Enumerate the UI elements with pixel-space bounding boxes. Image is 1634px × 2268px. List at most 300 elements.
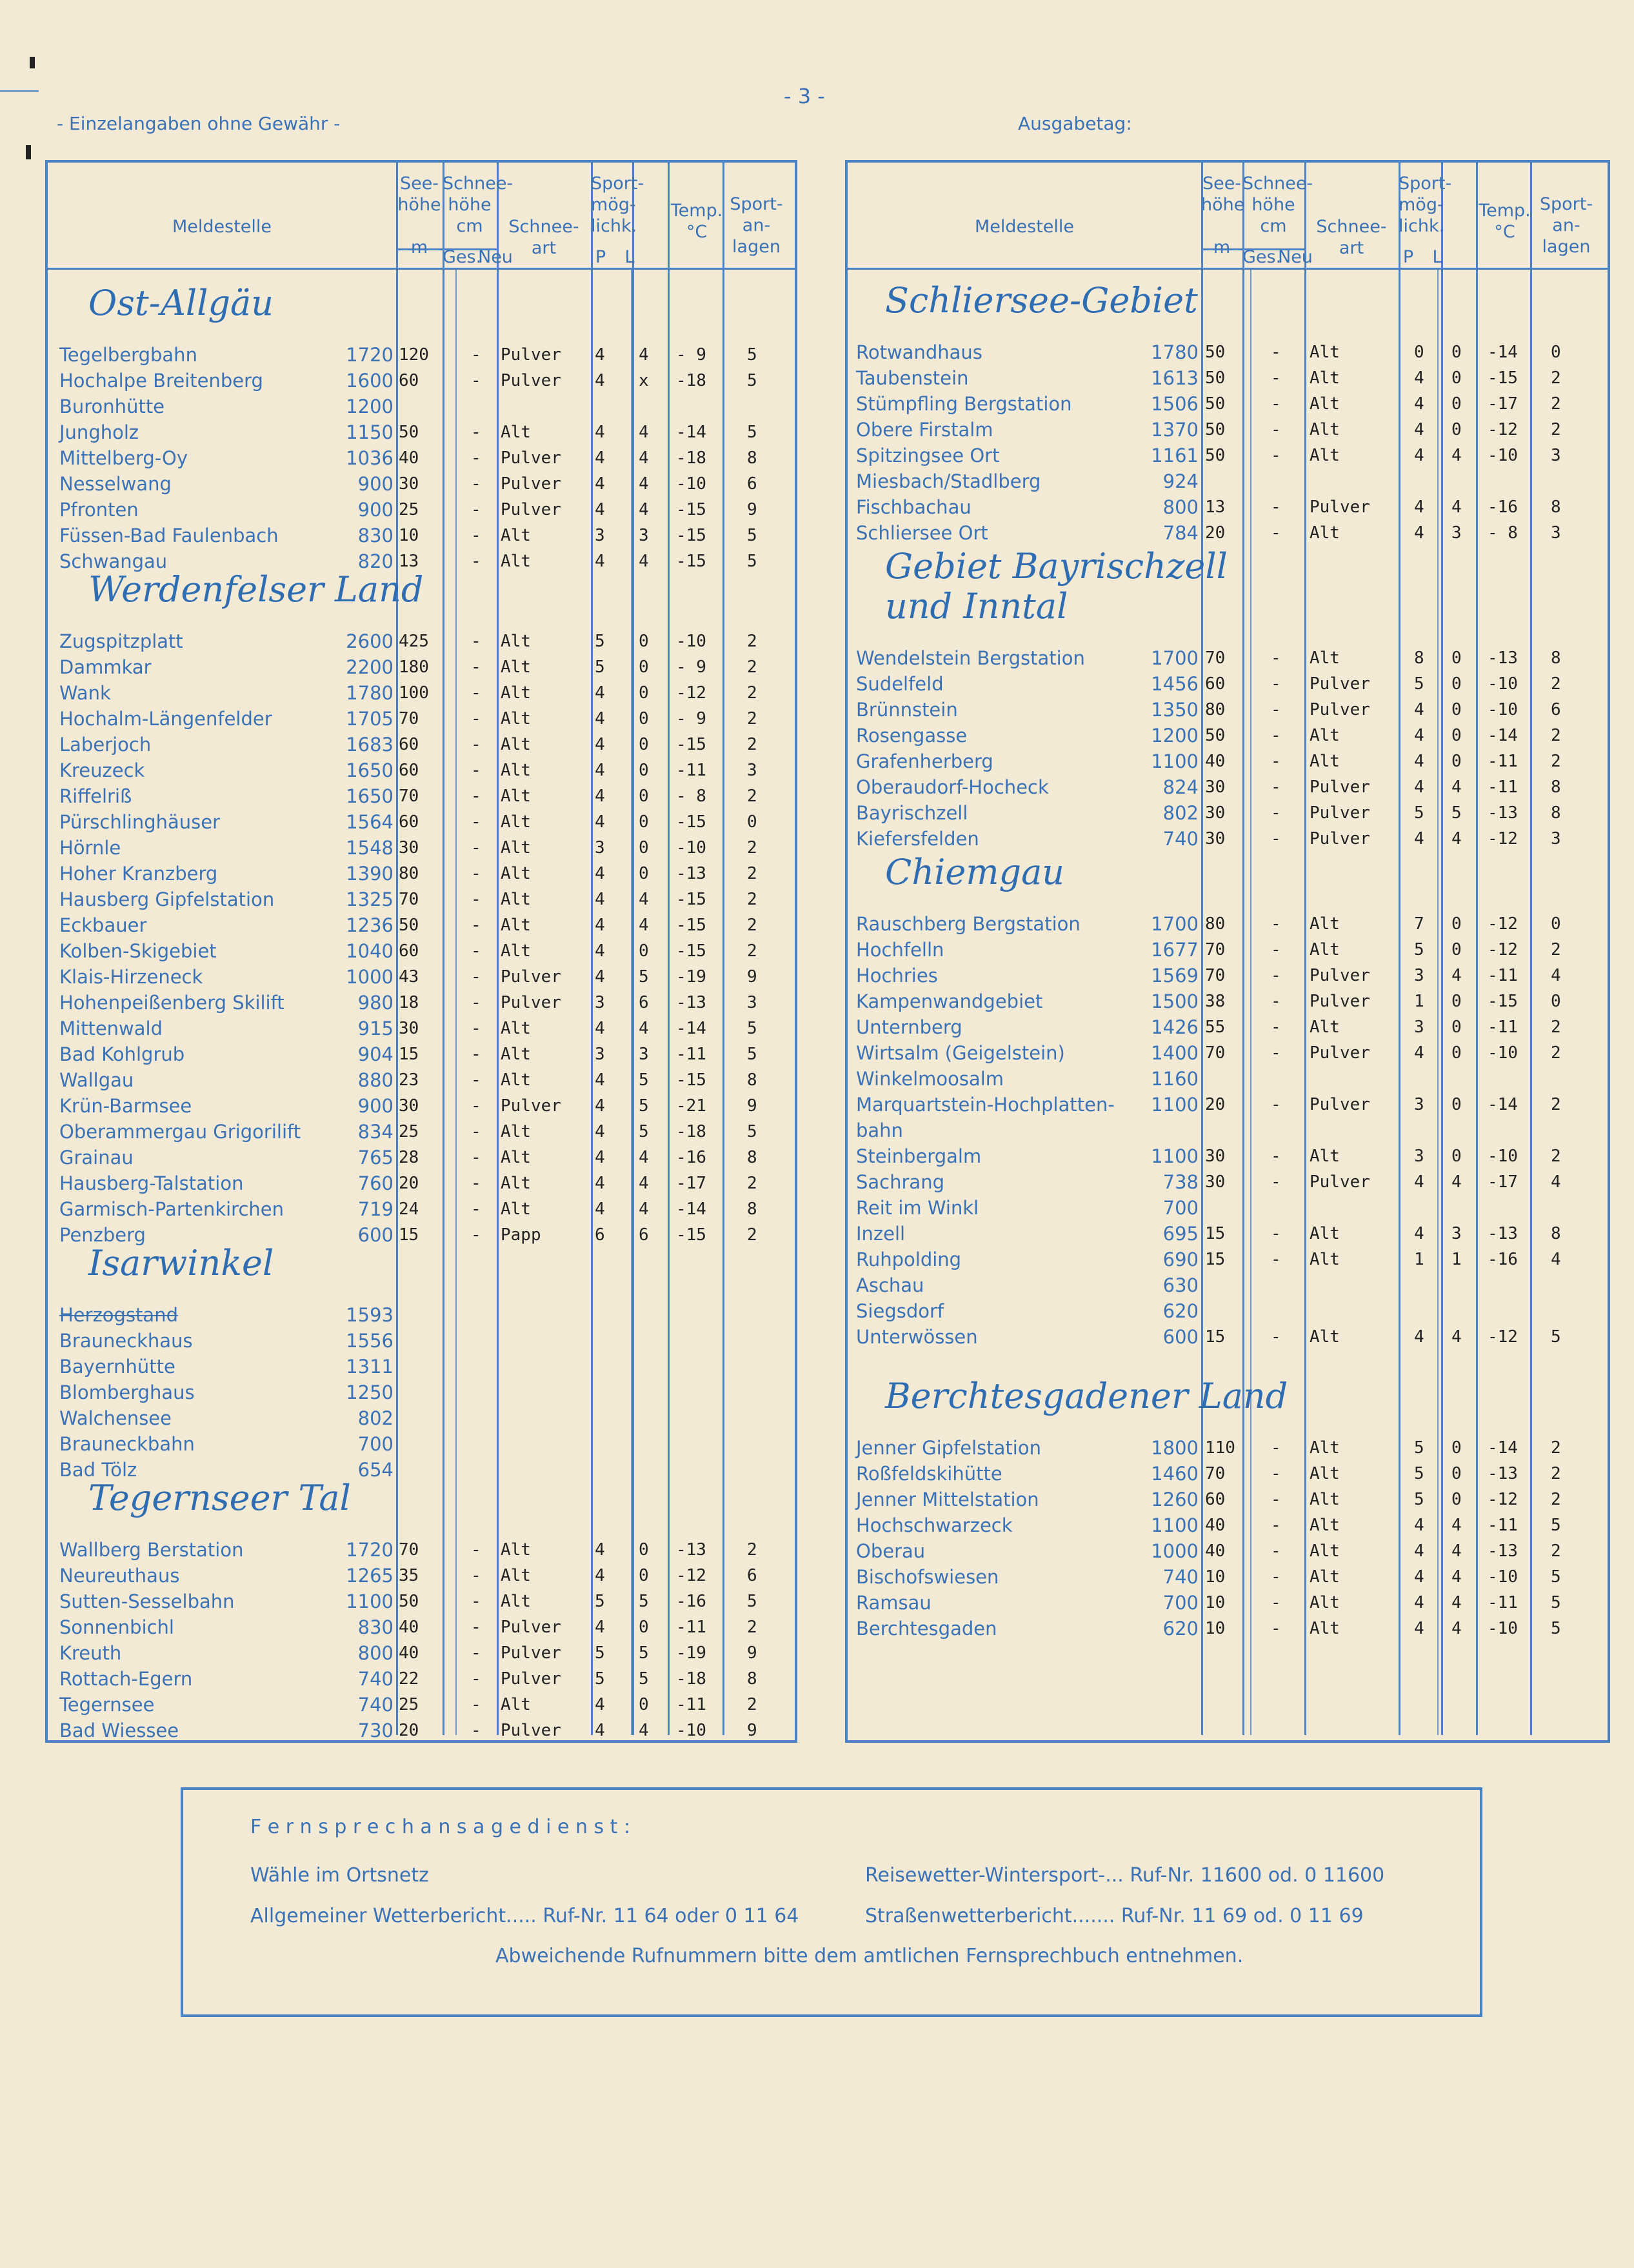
sport-l: 4	[639, 1174, 649, 1193]
table-row	[0, 1143, 1634, 1169]
facilities: 8	[1551, 803, 1561, 823]
table-row	[0, 1298, 1634, 1324]
snow-type: Alt	[1310, 1250, 1340, 1269]
snow-type: Pulver	[501, 1669, 561, 1689]
snow-new: -	[471, 1225, 481, 1245]
station-name: Hoher Kranzberg	[59, 863, 218, 885]
altitude: 740	[357, 1668, 394, 1690]
station-name: Stümpfling Bergstation	[856, 393, 1072, 415]
right-header-station: Meldestelle	[974, 217, 1075, 237]
temperature: -12	[676, 683, 706, 703]
snow-total: 70	[399, 890, 419, 909]
snow-type: Alt	[1310, 1438, 1340, 1458]
temperature: -13	[1488, 1464, 1518, 1483]
altitude: 820	[357, 550, 394, 572]
altitude: 1500	[1151, 990, 1199, 1012]
snow-total: 43	[399, 967, 419, 987]
altitude: 1677	[1151, 939, 1199, 961]
station-name: Brauneckbahn	[59, 1433, 195, 1455]
temperature: -15	[676, 526, 706, 545]
temperature: -10	[676, 632, 706, 651]
altitude: 654	[357, 1459, 394, 1481]
snow-type: Alt	[1310, 446, 1340, 465]
station-name: Sudelfeld	[856, 673, 944, 695]
altitude: 1036	[346, 447, 394, 469]
sport-p: 4	[595, 1199, 605, 1219]
temperature: -15	[676, 552, 706, 571]
sport-p: 4	[595, 735, 605, 754]
sport-l: 0	[639, 812, 649, 832]
temperature: -13	[676, 1540, 706, 1560]
station-name: Bischofswiesen	[856, 1566, 999, 1588]
snow-total: 50	[1205, 368, 1226, 388]
station-name: Ramsau	[856, 1592, 932, 1614]
sport-l: 0	[1451, 343, 1462, 362]
sport-l: 5	[639, 1643, 649, 1663]
sport-l: 0	[639, 941, 649, 961]
snow-type: Alt	[501, 735, 531, 754]
table-row	[0, 1169, 1634, 1195]
facilities: 2	[747, 838, 757, 858]
temperature: -10	[1488, 1619, 1518, 1638]
table-row	[0, 520, 1634, 546]
station-name: Füssen-Bad Faulenbach	[59, 525, 279, 547]
temperature: -21	[676, 1096, 706, 1116]
sport-l: 4	[1451, 829, 1462, 848]
sport-l: 0	[1451, 1095, 1462, 1114]
snow-new: -	[471, 371, 481, 390]
snow-new: -	[471, 838, 481, 858]
sport-p: 5	[595, 1643, 605, 1663]
station-name: Kiefersfelden	[856, 828, 979, 850]
snow-total: 70	[1205, 1464, 1226, 1483]
snow-new: -	[1271, 1172, 1281, 1192]
region-heading: Berchtesgadener Land	[885, 1376, 1288, 1416]
facilities: 2	[747, 941, 757, 961]
temperature: -11	[676, 1045, 706, 1064]
sport-p: 4	[595, 345, 605, 365]
altitude: 1325	[346, 888, 394, 910]
altitude: 1780	[1151, 341, 1199, 363]
sport-l: 4	[1451, 497, 1462, 517]
snow-total: 30	[399, 1096, 419, 1116]
snow-new: -	[471, 812, 481, 832]
table-row	[0, 1221, 1634, 1247]
table-row	[0, 1435, 1634, 1461]
sport-p: 5	[595, 657, 605, 677]
facilities: 3	[747, 993, 757, 1012]
snow-type: Alt	[501, 1019, 531, 1038]
altitude: 924	[1162, 470, 1199, 492]
altitude: 630	[1162, 1274, 1199, 1296]
sport-p: 4	[595, 448, 605, 468]
snow-new: -	[1271, 914, 1281, 934]
dial-local-note: Wähle im Ortsnetz	[250, 1864, 429, 1887]
altitude: 1650	[346, 759, 394, 781]
region-heading: Isarwinkel	[88, 1243, 274, 1283]
facilities: 5	[747, 526, 757, 545]
issue-date-label: Ausgabetag:	[1018, 113, 1132, 134]
header-rule	[45, 268, 795, 270]
snow-type: Alt	[501, 1070, 531, 1090]
sport-p: 4	[1414, 726, 1424, 745]
table-row	[0, 671, 1634, 697]
station-name: Miesbach/Stadlberg	[856, 470, 1041, 492]
altitude: 700	[357, 1433, 394, 1455]
snow-total: 15	[399, 1225, 419, 1245]
facilities: 2	[747, 916, 757, 935]
station-name: Jungholz	[59, 421, 139, 443]
snow-new: -	[471, 657, 481, 677]
facilities: 2	[1551, 752, 1561, 771]
snow-type: Pulver	[501, 993, 561, 1012]
sport-l: 4	[639, 345, 649, 365]
sport-l: 4	[639, 1721, 649, 1740]
table-row	[0, 1066, 1634, 1092]
temperature: -10	[1488, 446, 1518, 465]
sport-p: 5	[1414, 1464, 1424, 1483]
facilities: 2	[1551, 368, 1561, 388]
snow-new: -	[471, 993, 481, 1012]
temperature: -11	[1488, 778, 1518, 797]
snow-new: -	[471, 552, 481, 571]
sport-p: 4	[595, 709, 605, 728]
facilities: 5	[747, 371, 757, 390]
facilities: 0	[1551, 992, 1561, 1011]
sport-p: 4	[1414, 1516, 1424, 1535]
snow-type: Alt	[501, 526, 531, 545]
left-header-station: Meldestelle	[172, 217, 272, 237]
snow-type: Alt	[501, 812, 531, 832]
altitude: 740	[357, 1694, 394, 1716]
snow-type: Alt	[1310, 1593, 1340, 1612]
table-row	[0, 1380, 1634, 1405]
snow-total: 60	[399, 812, 419, 832]
snow-total: 60	[399, 735, 419, 754]
left-header-snow-depth: Schnee- höhe cm	[443, 174, 513, 236]
sport-l: 0	[639, 1540, 649, 1560]
sport-l: 0	[1451, 1018, 1462, 1037]
sport-p: 4	[1414, 1619, 1424, 1638]
snow-total: 38	[1205, 992, 1226, 1011]
snow-type: Alt	[501, 1148, 531, 1167]
altitude: 834	[357, 1121, 394, 1143]
station-name: Hausberg Gipfelstation	[59, 888, 275, 910]
altitude: 600	[1162, 1326, 1199, 1348]
snow-type: Alt	[501, 941, 531, 961]
temperature: -15	[676, 812, 706, 832]
temperature: -10	[676, 838, 706, 858]
sport-p: 4	[595, 423, 605, 442]
snow-total: 20	[399, 1721, 419, 1740]
left-header-sport-l: L	[624, 247, 635, 267]
altitude: 1000	[346, 966, 394, 988]
temperature: -19	[676, 967, 706, 987]
altitude: 1600	[346, 370, 394, 392]
left-header-altitude: See- höhe m	[397, 174, 441, 257]
right-header-altitude: See- höhe m	[1201, 174, 1245, 257]
snow-type: Pulver	[1310, 674, 1370, 694]
sport-p: 5	[595, 1669, 605, 1689]
station-name: Taubenstein	[856, 367, 969, 389]
altitude: 740	[1162, 828, 1199, 850]
sport-p: 5	[1414, 940, 1424, 959]
phone-service-heading: F e r n s p r e c h a n s a g e d i e n s t :	[250, 1816, 631, 1838]
facilities: 2	[747, 683, 757, 703]
sport-p: 4	[1414, 778, 1424, 797]
station-name: Hausberg-Talstation	[59, 1172, 244, 1194]
altitude: 1400	[1151, 1042, 1199, 1064]
facilities: 2	[1551, 1464, 1561, 1483]
table-row	[0, 1538, 1634, 1564]
right-header-snow-depth: Schnee- höhe cm	[1242, 174, 1313, 236]
altitude: 1683	[346, 734, 394, 756]
temperature: - 9	[676, 709, 706, 728]
table-row	[0, 1040, 1634, 1066]
altitude: 1100	[1151, 750, 1199, 772]
temperature: -15	[676, 500, 706, 519]
table-row	[0, 1195, 1634, 1221]
facilities: 9	[747, 1643, 757, 1663]
station-name: Buronhütte	[59, 396, 165, 417]
snow-type: Alt	[501, 1122, 531, 1141]
station-name: Hörnle	[59, 837, 121, 859]
facilities: 0	[747, 812, 757, 832]
snow-new: -	[1271, 940, 1281, 959]
snow-total: 120	[399, 345, 429, 365]
facilities: 2	[1551, 940, 1561, 959]
sport-p: 4	[595, 1695, 605, 1714]
sport-p: 6	[595, 1225, 605, 1245]
snow-total: 20	[1205, 1095, 1226, 1114]
travel-weather-number: Reisewetter-Wintersport-... Ruf-Nr. 11600 od. 0 11600	[865, 1864, 1385, 1887]
facilities: 0	[1551, 914, 1561, 934]
temperature: -12	[676, 1566, 706, 1585]
snow-type: Alt	[501, 787, 531, 806]
altitude: 1100	[1151, 1145, 1199, 1167]
sport-p: 5	[1414, 1490, 1424, 1509]
snow-new: -	[471, 1199, 481, 1219]
snow-new: -	[1271, 446, 1281, 465]
snow-new: -	[1271, 1619, 1281, 1638]
sport-l: 0	[639, 683, 649, 703]
facilities: 2	[1551, 1095, 1561, 1114]
snow-type: Alt	[501, 657, 531, 677]
sport-l: 4	[1451, 1327, 1462, 1347]
altitude: 830	[357, 1616, 394, 1638]
snow-new: -	[471, 474, 481, 494]
altitude: 700	[1162, 1197, 1199, 1219]
table-row	[0, 1564, 1634, 1590]
station-name: Sachrang	[856, 1171, 944, 1193]
table-row	[0, 1354, 1634, 1380]
station-name: Pürschlinghäuser	[59, 811, 221, 833]
snow-new: -	[471, 709, 481, 728]
snow-type: Pulver	[1310, 700, 1370, 719]
snow-new: -	[471, 967, 481, 987]
altitude: 738	[1162, 1171, 1199, 1193]
sport-l: 0	[1451, 674, 1462, 694]
altitude: 802	[1162, 802, 1199, 824]
station-name: Hochalpe Breitenberg	[59, 370, 263, 392]
sport-l: 0	[639, 1695, 649, 1714]
sport-p: 4	[1414, 1224, 1424, 1243]
temperature: -13	[1488, 1541, 1518, 1561]
temperature: -16	[676, 1592, 706, 1611]
sport-l: 4	[639, 916, 649, 935]
temperature: -15	[676, 1225, 706, 1245]
snow-type: Pulver	[1310, 1043, 1370, 1063]
snow-new: -	[1271, 1250, 1281, 1269]
station-name: Bad Wiessee	[59, 1720, 179, 1741]
snow-new: -	[1271, 992, 1281, 1011]
snow-type: Pulver	[501, 1721, 561, 1740]
altitude: 695	[1162, 1223, 1199, 1245]
facilities: 8	[1551, 497, 1561, 517]
sport-p: 4	[595, 552, 605, 571]
snow-type: Alt	[1310, 726, 1340, 745]
temperature: -13	[1488, 648, 1518, 668]
snow-new: -	[471, 423, 481, 442]
station-name: Unternberg	[856, 1016, 962, 1038]
altitude: 1800	[1151, 1437, 1199, 1459]
station-name: Wank	[59, 682, 111, 704]
temperature: -11	[1488, 966, 1518, 985]
table-row	[0, 1272, 1634, 1298]
snow-total: 70	[1205, 966, 1226, 985]
station-name: Tegernsee	[59, 1694, 155, 1716]
snow-new: -	[471, 864, 481, 883]
snow-new: -	[471, 683, 481, 703]
sport-l: 4	[639, 890, 649, 909]
station-name: Winkelmoosalm	[856, 1068, 1004, 1090]
sport-p: 1	[1414, 1250, 1424, 1269]
station-name: Kolben-Skigebiet	[59, 940, 217, 962]
sport-p: 3	[1414, 966, 1424, 985]
left-header-snow-type: Schnee- art	[508, 217, 579, 258]
snow-type: Alt	[1310, 940, 1340, 959]
snow-type: Alt	[501, 632, 531, 651]
snow-total: 60	[1205, 674, 1226, 694]
station-name: Penzberg	[59, 1224, 146, 1246]
snow-type: Alt	[1310, 648, 1340, 668]
snow-type: Alt	[1310, 420, 1340, 439]
left-header-sport: Sport- mög- lichk.	[591, 174, 644, 236]
facilities: 2	[1551, 1147, 1561, 1166]
facilities: 2	[1551, 674, 1561, 694]
sport-p: 4	[1414, 446, 1424, 465]
temperature: -10	[1488, 1043, 1518, 1063]
table-row	[0, 1666, 1634, 1692]
snow-new: -	[1271, 829, 1281, 848]
altitude: 1720	[346, 344, 394, 366]
altitude: 824	[1162, 776, 1199, 798]
station-name: Jenner Mittelstation	[856, 1489, 1039, 1510]
station-name: Hochries	[856, 965, 938, 987]
facilities: 2	[1551, 1541, 1561, 1561]
sport-l: 4	[1451, 1619, 1462, 1638]
sport-p: 4	[1414, 497, 1424, 517]
sport-l: 5	[1451, 803, 1462, 823]
station-name: Aschau	[856, 1274, 924, 1296]
altitude: 620	[1162, 1618, 1199, 1640]
facilities: 8	[747, 448, 757, 468]
snow-total: 30	[1205, 1147, 1226, 1166]
table-row	[0, 887, 1634, 912]
snow-total: 30	[1205, 829, 1226, 848]
sport-l: 5	[639, 1122, 649, 1141]
sport-p: 7	[1414, 914, 1424, 934]
temperature: -13	[676, 864, 706, 883]
snow-new: -	[1271, 700, 1281, 719]
altitude: 1705	[346, 708, 394, 730]
snow-total: 40	[1205, 1541, 1226, 1561]
station-name: Ruhpolding	[856, 1249, 962, 1270]
station-name: Klais-Hirzeneck	[59, 966, 203, 988]
snow-total: 40	[399, 1618, 419, 1637]
station-name: Krün-Barmsee	[59, 1095, 192, 1117]
snow-type: Alt	[501, 1174, 531, 1193]
altitude: 1040	[346, 940, 394, 962]
station-name: Marquartstein-Hochplatten-	[856, 1094, 1115, 1116]
facilities: 4	[1551, 1250, 1561, 1269]
sport-p: 4	[595, 474, 605, 494]
snow-new: -	[1271, 803, 1281, 823]
station-name: Tegelbergbahn	[59, 344, 197, 366]
altitude: 620	[1162, 1300, 1199, 1322]
sport-l: 0	[1451, 1043, 1462, 1063]
station-name: Fischbachau	[856, 496, 971, 518]
snow-new: -	[471, 890, 481, 909]
snow-new: -	[1271, 1043, 1281, 1063]
station-name: Riffelriß	[59, 785, 132, 807]
sport-l: 0	[639, 761, 649, 780]
table-row	[0, 365, 1634, 391]
sport-p: 4	[595, 1618, 605, 1637]
snow-new: -	[1271, 1516, 1281, 1535]
temperature: -12	[1488, 914, 1518, 934]
altitude: 1548	[346, 837, 394, 859]
temperature: -17	[1488, 1172, 1518, 1192]
facilities: 2	[1551, 726, 1561, 745]
sport-l: 0	[1451, 992, 1462, 1011]
temperature: -12	[1488, 1327, 1518, 1347]
snow-total: 50	[399, 423, 419, 442]
altitude: 1720	[346, 1539, 394, 1561]
temperature: -15	[676, 916, 706, 935]
snow-total: 40	[399, 448, 419, 468]
station-name: Pfronten	[59, 499, 139, 521]
snow-type: Pulver	[1310, 966, 1370, 985]
snow-new: -	[1271, 752, 1281, 771]
snow-type: Alt	[501, 552, 531, 571]
right-header-snow-type: Schnee- art	[1316, 217, 1387, 258]
snow-type: Alt	[1310, 394, 1340, 414]
sport-l: 0	[1451, 726, 1462, 745]
snow-type: Alt	[1310, 914, 1340, 934]
facilities: 8	[747, 1669, 757, 1689]
sport-l: 0	[639, 735, 649, 754]
snow-new: -	[471, 500, 481, 519]
sport-p: 3	[595, 526, 605, 545]
station-name: Nesselwang	[59, 473, 172, 495]
temperature: -10	[676, 474, 706, 494]
sport-l: 0	[1451, 1438, 1462, 1458]
altitude: 1564	[346, 811, 394, 833]
temperature: -13	[1488, 803, 1518, 823]
temperature: -14	[1488, 1095, 1518, 1114]
snow-total: 60	[399, 371, 419, 390]
